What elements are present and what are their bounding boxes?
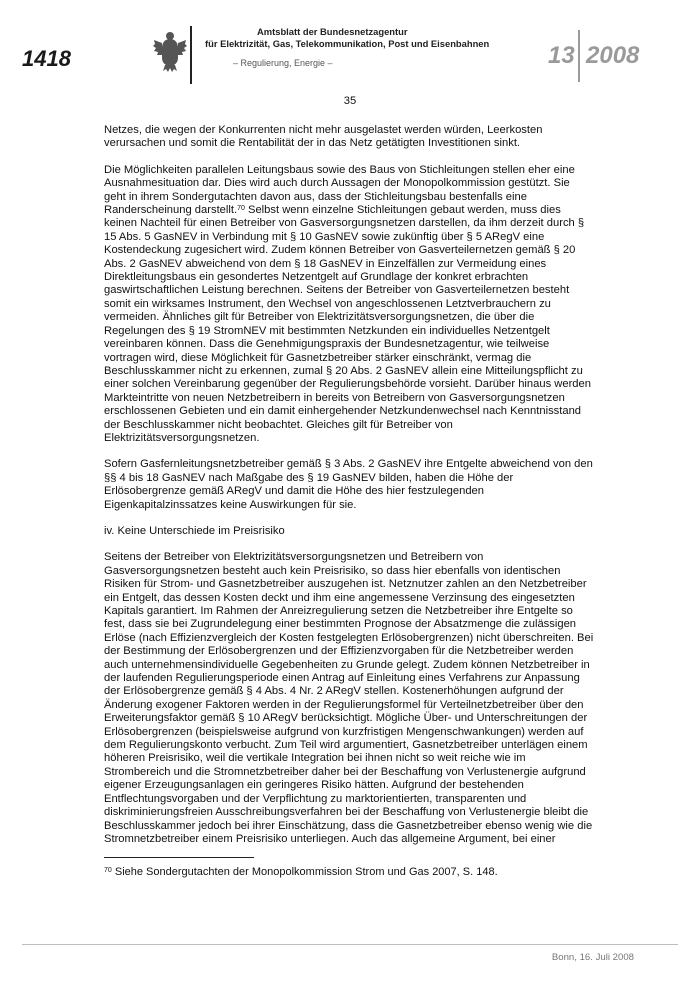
paragraph-text: Selbst wenn einzelne Stichleitungen gebaut werden, muss dies keinen Nachteil für einen Betreiber von Gasversorgungsnetzen darstellen, da ihm derzeit durch § 15 Abs. 5 GasNEV in Verbindung mit § 10 GasNEV sowie zukünftig über § 5 ARegV eine Kostendeckung zugesichert wird. Zudem können Betreiber von Gasverteilernetzen gemäß § 20 Abs. 2 GasNEV abweichend von dem § 18 GasNEV in Einzelfällen zur Vermeidung eines Direktleitungsbaus ein gesondertes Netzentgelt auf Grundlage der konkret erbrachten gaswirtschaftlichen Leistung berechnen. Seitens der Betreiber von Gasverteilernetzen besteht somit ein wirksames Instrument, den Wechsel von angeschlossenen Letztverbrauchern zu vermeiden. Ähnliches gilt für Betreiber von Elektrizitätsversorgungsnetzen, die über die Regelungen des § 19 StromNEV mit bestimmten Netzkunden ein individuelles Netzentgelt vereinbaren können. Dass die Genehmigungspraxis der Bundesnetzagentur, wie teilweise vortragen wird, diese Möglichkeit für Gasnetzbetreiber stärker einschränkt, vermag die Beschlusskammer nicht zu erkennen, zumal § 20 Abs. 2 GasNEV allein eine Mitteilungspflicht zu einer solchen Vereinbarung gegenüber der Regulierungsbehörde vorsieht. Darüber hinaus werden Markteintritte von neuen Netzbetreibern in bereits von Betreibern von Gasversorgungsnetzen erschlossenen Gebieten und ein damit einhergehender Netzkundenwechsel nach Kenntnisstand der Beschlusskammer nicht beobachtet. Gleiches gilt für Betreiber von Elektrizitätsversorgungsnetzen.	[104, 204, 591, 444]
body-text	[104, 124, 594, 859]
gazette-title-line2: für Elektrizität, Gas, Telekommunikation, Post und Eisenbahnen	[205, 38, 490, 49]
footnote	[104, 866, 594, 879]
gazette-title	[205, 26, 490, 50]
paragraph: Netzes, die wegen der Konkurrenten nicht mehr ausgelastet werden würden, Leerkosten verursachen und somit die Rentabilität der in das Netz getätigten Investitionen sinkt.	[104, 124, 543, 150]
footnote-number: 70	[104, 867, 112, 874]
gazette-title-line1: Amtsblatt der Bundesnetzagentur	[257, 26, 408, 37]
footnote-divider	[104, 857, 254, 858]
page-number: 1418	[22, 46, 71, 71]
section-heading: iv. Keine Unterschiede im Preisrisiko	[104, 524, 285, 537]
paragraph: Seitens der Betreiber von Elektrizitätsversorgungsnetzen und Betreibern von Gasversorgungsnetzen besteht auch kein Preisrisiko, so dass hier ebenfalls von identischen Risiken für Strom- und Gasnetzbetreiber auszugehen ist. Netznutzer zahlen an den Netzbetreiber ein Entgelt, das dessen Kosten deckt und ihm eine angemessene Verzinsung des eingesetzten Kapitals garantiert. Im Rahmen der Anreizregulierung setzen die Netzbetreiber ihre Entgelte so fest, dass sie bei Zugrundelegung einer bestimmten Prognose der Absatzmenge die zulässigen Erlöse (nach Effizienzvergleich der Kosten festgelegten Erlösobergrenzen) nicht überschreiten. Bei der Bestimmung der Erlösobergrenzen und der Effizienzvorgaben für die Netzbetreiber werden auch unternehmensindividuelle Gegebenheiten zu Grunde gelegt. Zudem können Netzbetreiber in der laufenden Regulierungsperiode einen Antrag auf Einleitung eines Verfahrens zur Anpassung der Erlösobergrenze gemäß § 4 Abs. 4 Nr. 2 ARegV stellen. Kostenerhöhungen aufgrund der Änderung exogener Faktoren werden in der Regulierungsformel für Verteilnetzbetreiber über den Erweiterungsfaktor gemäß § 10 ARegV berücksichtigt. Mögliche Über- und Unterschreitungen der Erlösobergrenzen (beispielsweise aufgrund von kurzfristigen Mengenschwankungen) werden auf dem Regulierungskonto verbucht. Zum Teil wird argumentiert, Gasnetzbetreiber unterlägen einem höheren Preisrisiko, weil die vertikale Integration bei ihnen nicht so weit reiche wie im Strombereich und die Stromnetzbetreiber daher bei der Beschaffung von Verlustenergie aufgrund eigener Erzeugungsanlagen ein geringeres Risiko hätten. Aufgrund der bestehenden Entflechtungsvorgaben und der Verpflichtung zu marktorientierten, transparenten und diskriminierungsfreien Ausschreibungsverfahren bei der Beschaffung von Verlustenergie bleibt die Beschlusskammer jedoch bei ihrer Einschätzung, dass die Gasnetzbetreiber ebenso wenig wie die Stromnetzbetreiber einem Preisrisiko unterliegen. Auch das allgemeine Argument, bei einer	[104, 551, 594, 845]
issue-number: 13	[548, 42, 575, 69]
paragraph-text: Die Möglichkeiten parallelen Leitungsbaus sowie des Baus von Stichleitungen stellen eher eine Ausnahmesituation dar. Dies wird auch durch Aussagen der Monopolkommission gestützt. Sie geht in ihrem Sondergutachten davon aus, dass der Stichleitungsbau bestenfalls eine Randerscheinung darstellt.	[104, 163, 575, 217]
document-page-number: 35	[343, 95, 357, 107]
footer-divider	[22, 944, 678, 945]
header-divider	[190, 26, 192, 84]
federal-eagle-icon	[153, 30, 187, 72]
issue-divider	[578, 30, 580, 82]
footnote-text: Siehe Sondergutachten der Monopolkommission Strom und Gas 2007, S. 148.	[111, 866, 498, 878]
issue-year: 2008	[586, 42, 640, 69]
footnote-reference: 70	[237, 205, 245, 213]
footer-date: Bonn, 16. Juli 2008	[551, 952, 634, 963]
paragraph	[104, 164, 594, 446]
gazette-subtitle: – Regulierung, Energie –	[233, 58, 333, 68]
paragraph: Sofern Gasfernleitungsnetzbetreiber gemäß § 3 Abs. 2 GasNEV ihre Entgelte abweichend von den §§ 4 bis 18 GasNEV nach Maßgabe des § 19 GasNEV bilden, haben die Höhe der Erlösobergrenze gemäß ARegV und damit die Höhe des hier festzulegenden Eigenkapitalzinssatzes keine Auswirkungen für sie.	[104, 458, 593, 511]
